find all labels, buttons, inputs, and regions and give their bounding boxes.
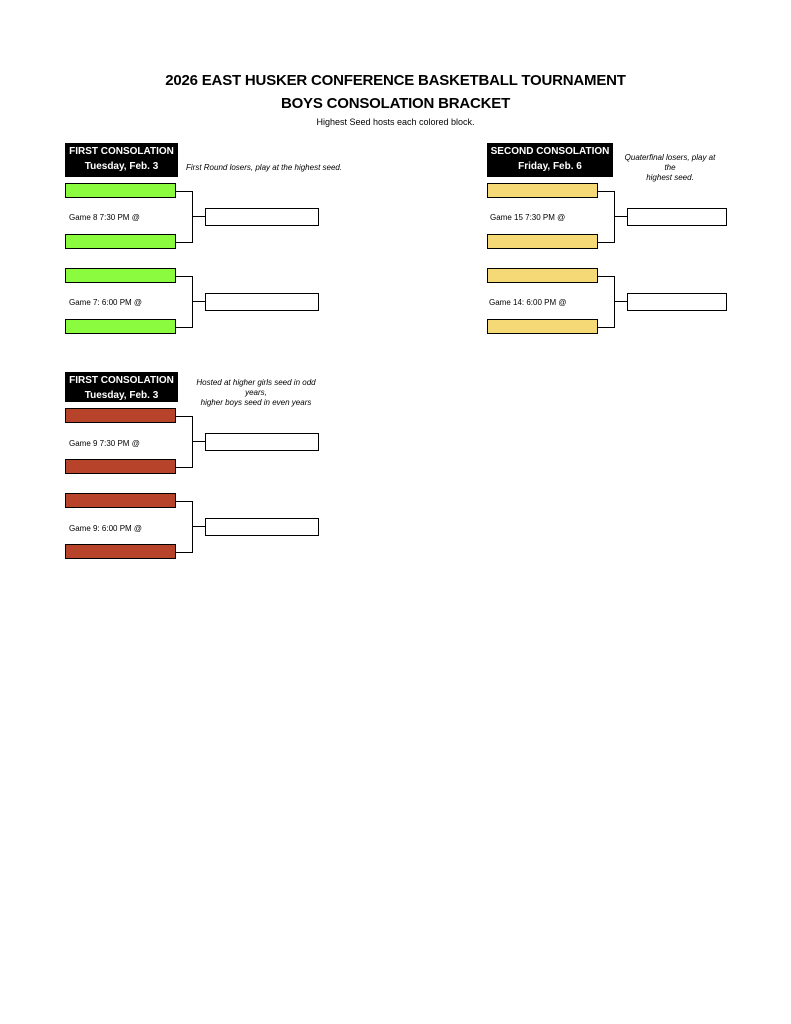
game-label: Game 14: 6:00 PM @ [489, 298, 567, 307]
team-slot[interactable] [65, 459, 176, 474]
team-slot[interactable] [65, 544, 176, 559]
team-slot[interactable] [65, 493, 176, 508]
team-slot[interactable] [65, 183, 176, 198]
bracket-line [614, 216, 627, 217]
note-line: higher boys seed in even years [200, 398, 312, 407]
bracket-line [176, 416, 193, 417]
winner-slot[interactable] [627, 208, 727, 226]
section-note: First Round losers, play at the highest seed. [186, 163, 343, 172]
header-title: SECOND CONSOLATION [490, 146, 610, 157]
bracket-line [192, 416, 193, 468]
game-label: Game 7: 6:00 PM @ [69, 298, 143, 307]
bracket-line [176, 191, 193, 192]
bracket-line [176, 552, 193, 553]
bracket-line [192, 276, 193, 328]
bracket-line [176, 242, 193, 243]
game-label: Game 15 7:30 PM @ [490, 213, 566, 222]
game-label: Game 9 7:30 PM @ [69, 439, 140, 448]
section-header-second-consolation [487, 143, 613, 177]
page-subtitle: BOYS CONSOLATION BRACKET [280, 95, 511, 112]
header-date: Tuesday, Feb. 3 [84, 390, 159, 401]
bracket-line [176, 501, 193, 502]
bracket-line [176, 276, 193, 277]
bracket-line [192, 526, 205, 527]
page-title: 2026 EAST HUSKER CONFERENCE BASKETBALL TOURNAMENT [165, 72, 626, 89]
header-date: Friday, Feb. 6 [518, 161, 582, 172]
bracket-line [192, 216, 205, 217]
note-line: Hosted at higher girls seed in odd years, [196, 378, 316, 397]
header-title: FIRST CONSOLATION [69, 146, 174, 157]
section-note [186, 378, 326, 408]
team-slot[interactable] [65, 234, 176, 249]
note-line: Quaterfinal losers, play at the [624, 153, 716, 172]
bracket-line [192, 301, 205, 302]
header-date: Tuesday, Feb. 3 [84, 161, 159, 172]
team-slot[interactable] [65, 408, 176, 423]
team-slot[interactable] [65, 268, 176, 283]
team-slot[interactable] [487, 183, 598, 198]
bracket-line [614, 301, 627, 302]
team-slot[interactable] [487, 268, 598, 283]
section-header-first-consolation [65, 372, 178, 402]
winner-slot[interactable] [627, 293, 727, 311]
section-note [620, 153, 720, 183]
bracket-line [192, 501, 193, 553]
winner-slot[interactable] [205, 518, 319, 536]
game-label: Game 8 7:30 PM @ [69, 213, 140, 222]
bracket-line [598, 191, 615, 192]
bracket-line [192, 191, 193, 243]
bracket-line [176, 327, 193, 328]
team-slot[interactable] [487, 234, 598, 249]
bracket-line [192, 441, 205, 442]
section-header-first-consolation [65, 143, 178, 177]
winner-slot[interactable] [205, 433, 319, 451]
bracket-line [598, 242, 615, 243]
game-label: Game 9: 6:00 PM @ [69, 524, 143, 533]
header-title: FIRST CONSOLATION [69, 375, 174, 386]
bracket-line [598, 327, 615, 328]
winner-slot[interactable] [205, 208, 319, 226]
note-line: highest seed. [646, 173, 694, 182]
team-slot[interactable] [65, 319, 176, 334]
host-note: Highest Seed hosts each colored block. [316, 117, 475, 127]
bracket-line [176, 467, 193, 468]
bracket-line [614, 191, 615, 243]
team-slot[interactable] [487, 319, 598, 334]
bracket-line [598, 276, 615, 277]
bracket-line [614, 276, 615, 328]
winner-slot[interactable] [205, 293, 319, 311]
